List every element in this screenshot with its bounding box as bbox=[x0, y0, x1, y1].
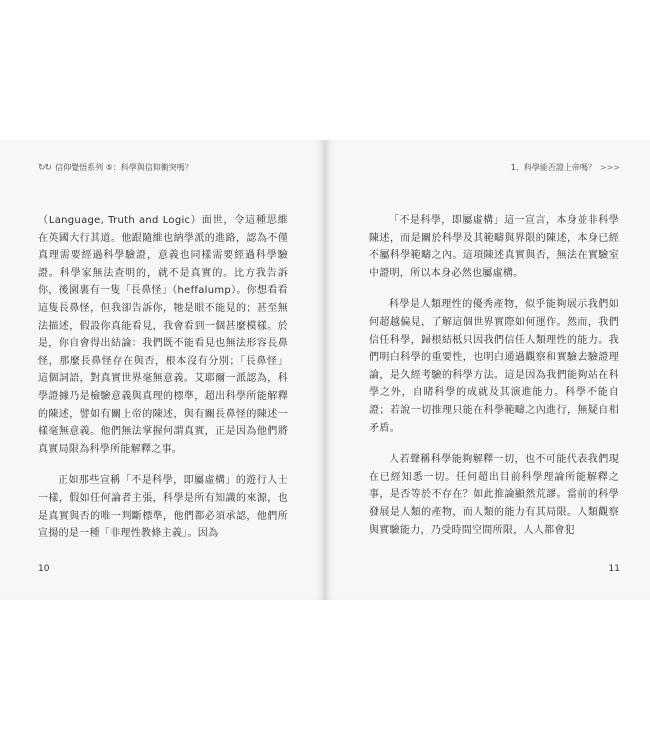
arrows-right-icon: >>> bbox=[599, 163, 620, 172]
right-page bbox=[325, 140, 650, 600]
book-spread bbox=[0, 140, 650, 600]
series-swirl-icon: ↻↻ bbox=[38, 162, 52, 173]
right-page-body bbox=[369, 212, 619, 553]
left-page bbox=[0, 140, 325, 600]
left-page-body bbox=[38, 212, 288, 557]
right-running-header bbox=[511, 162, 620, 173]
left-page-number: 10 bbox=[38, 564, 50, 574]
right-page-number: 11 bbox=[608, 564, 620, 574]
left-header-text: 信仰覺悟系列 ⑤：科學與信仰衝突嗎？ bbox=[55, 163, 193, 172]
right-paragraph-1: 「不是科學，即屬虛構」這一宣言，本身並非科學陳述，而是關於科學及其範疇與界限的陳述，本身已經不屬科學範疇之內。這項陳述真實與否，無法在實驗室中證明，所以本身必然也屬虛構。 bbox=[369, 215, 619, 279]
right-paragraph-3: 人若聲稱科學能夠解釋一切，也不可能代表我們現在已經知悉一切。任何超出目前科學理論所能解釋之事，是否等於不存在？如此推論顯然荒謬。當前的科學發展是人類的產物，而人類的能力有其局限。人類觀察與實驗能力，乃受時間空間所限，人人都會犯 bbox=[369, 454, 619, 536]
left-paragraph-2: 正如那些宣稱「不是科學，即屬虛構」的遊行人士一樣，假如任何論者主張，科學是所有知識的來源，也是真實與否的唯一判斷標準，他們都必須承認，他們所宣揚的是一種「非理性教條主義」。因為 bbox=[38, 475, 288, 540]
right-paragraph-2: 科學是人類理性的優秀產物，似乎能夠展示我們如何超越偏見，了解這個世界實際如何運作。然而，我們信任科學，歸根結柢只因我們信任人類理性的能力。我們明白科學的重要性，也明白通過觀察和實驗去驗證理論，是久經考驗的科學方法。這是因為我們能夠站在科學之外，自睹科學的成就及其演進能力。科學不能自證；若說一切推理只能在科學範疇之內進行，無疑自相矛盾。 bbox=[369, 299, 619, 434]
left-paragraph-1: （Language, Truth and Logic）面世，令這種思維在英國大行其道。他跟隨維也納學派的進路，認為不僅真理需要經過科學驗證，意義也同樣需要經過科學驗證。科學家無法查明的，就不是真實的。比方我告訴你，後園裏有一隻「長鼻怪」（heffalump）。你想看看這隻長鼻怪，但我卻告訴你，牠是眼不能見的；甚至無法描述，假設你真能看見，我會看到一個甚麼模樣。於是，你自會得出結論：我們既不能看見也無法形容長鼻怪，那麼長鼻怪存在與否，根本沒有分別；「長鼻怪」這個詞語，對真實世界毫無意義。艾耶爾一派認為，科學證據乃是檢驗意義與真理的標準，超出科學所能解釋的陳述，譬如有關上帝的陳述，與有關長鼻怪的陳述一樣毫無意義。他們無法掌握何謂真實，正是因為他們將真實局限為科學所能解釋之事。 bbox=[38, 215, 288, 455]
left-running-header bbox=[38, 162, 193, 173]
right-header-text: 1．科學能否證上帝嗎？ bbox=[510, 163, 596, 172]
